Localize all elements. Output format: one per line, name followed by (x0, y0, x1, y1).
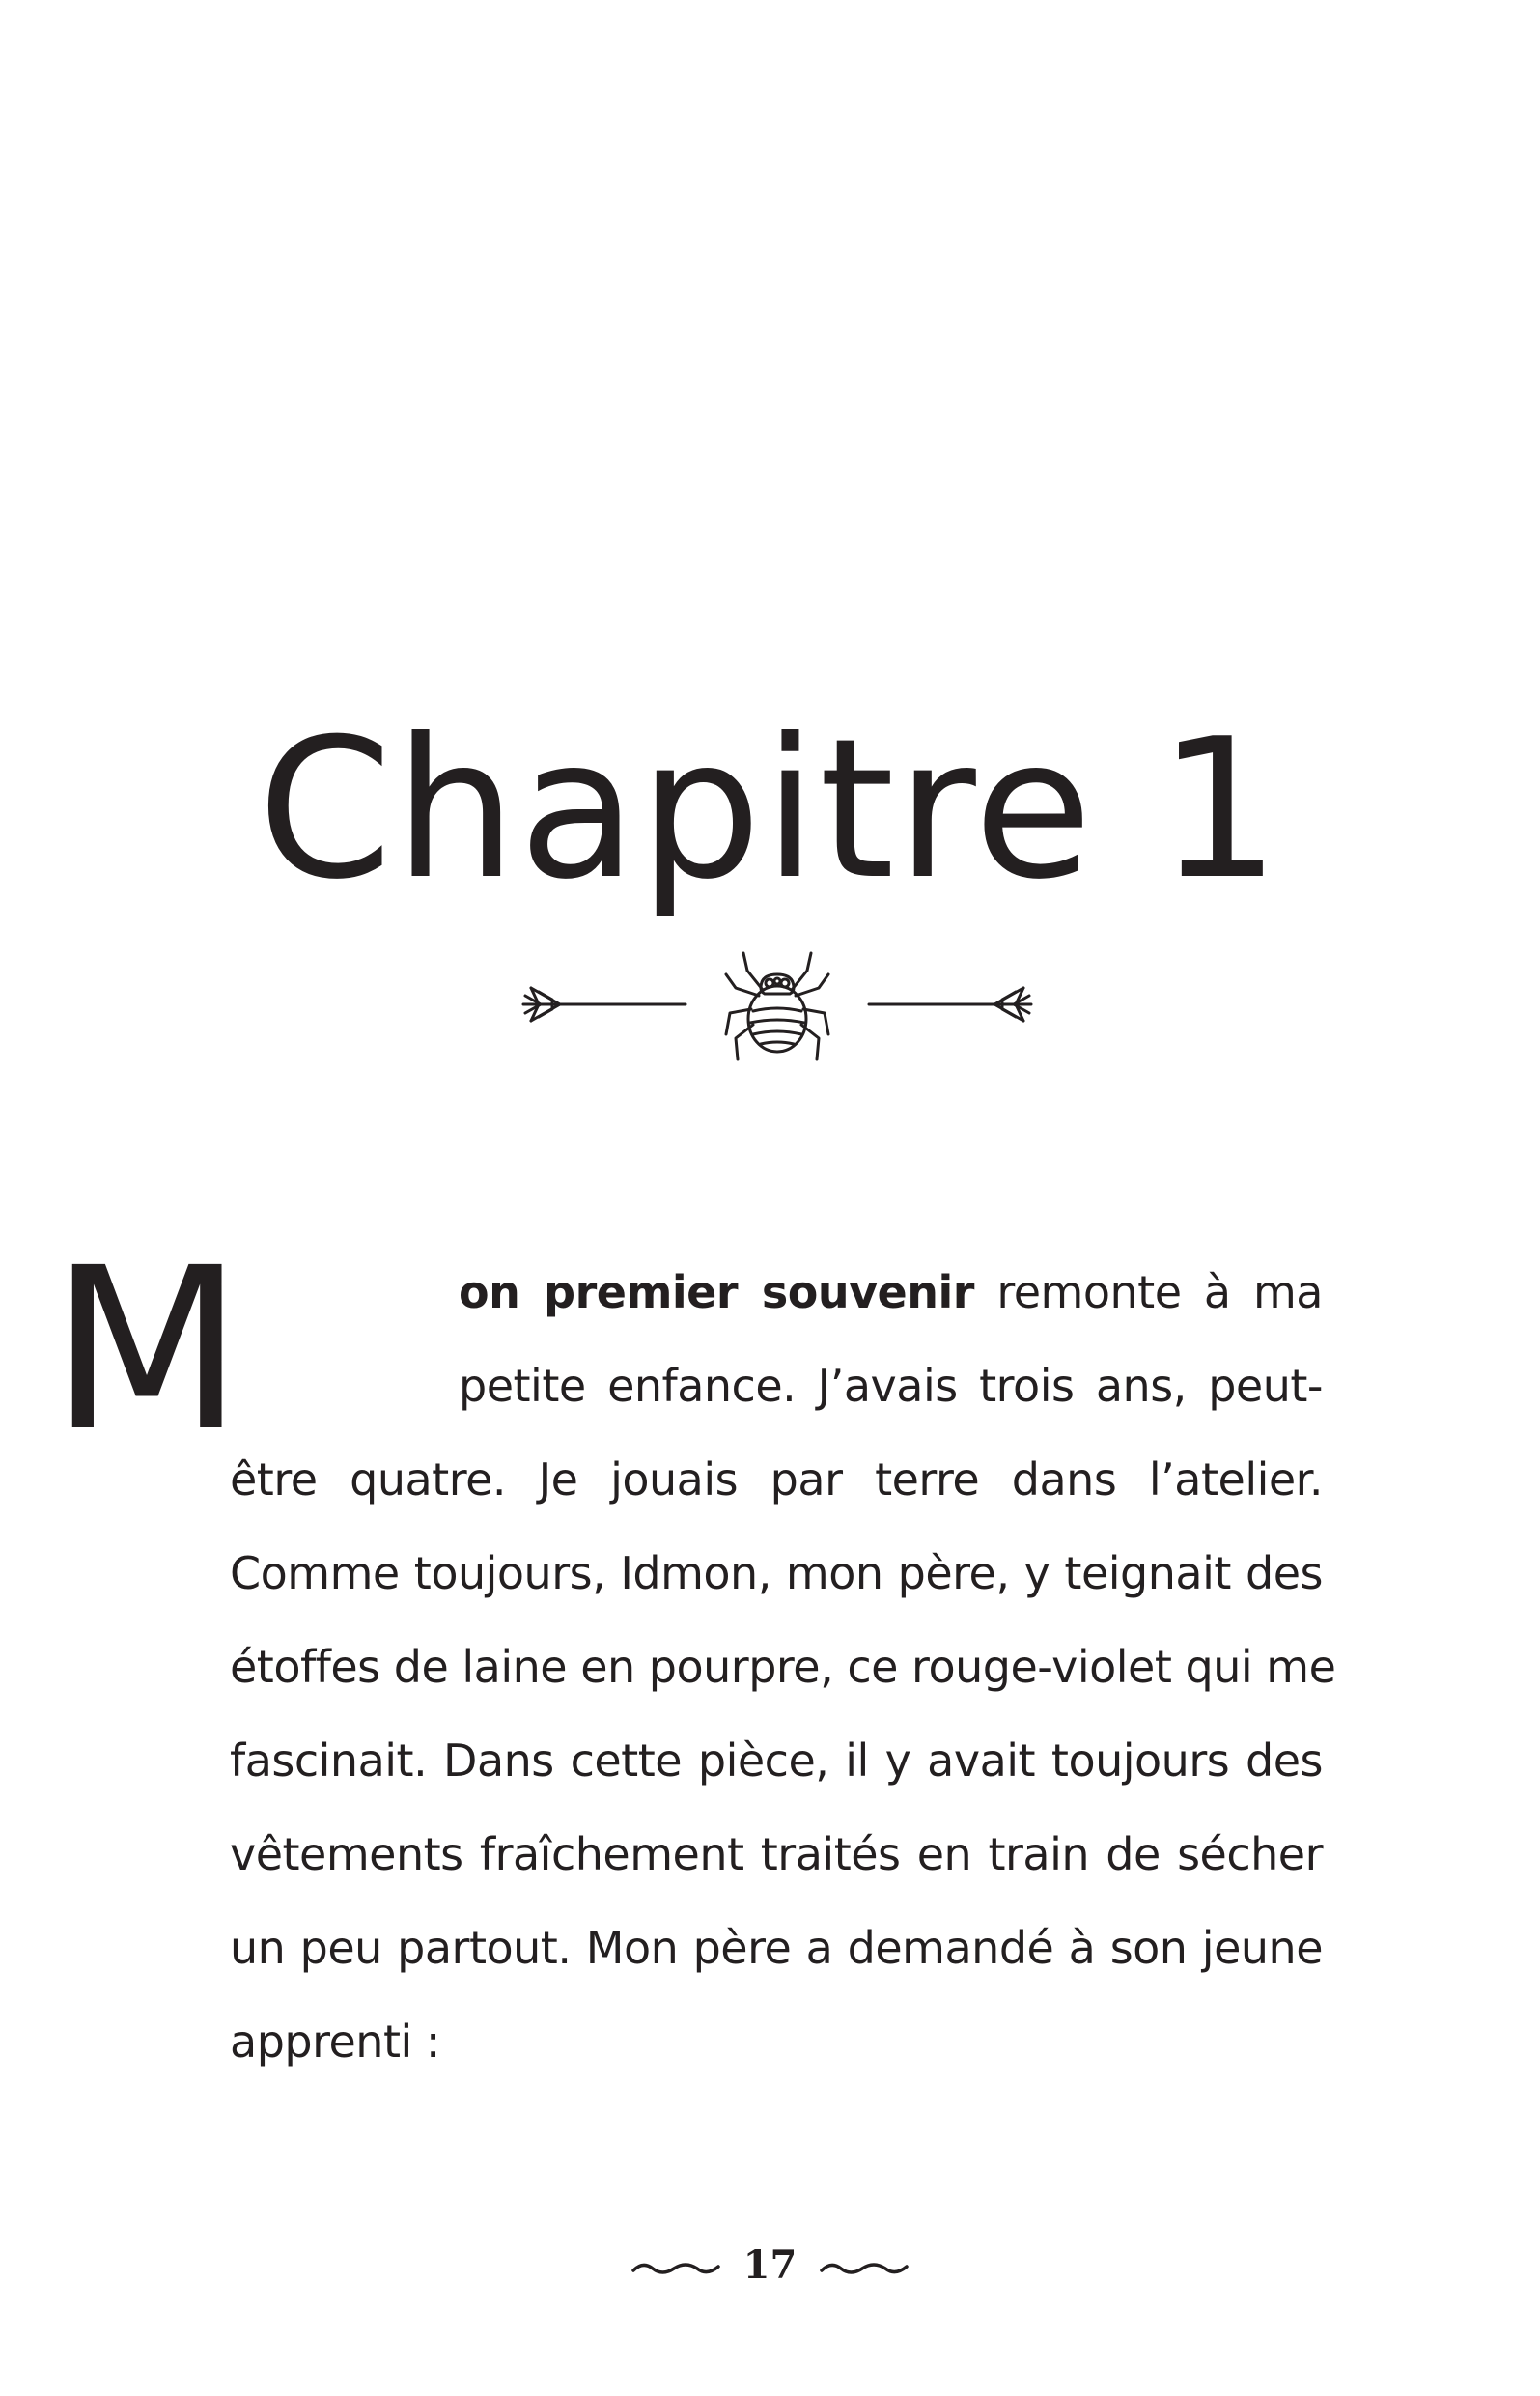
body-line-1-rest: remonte à ma (973, 1266, 1323, 1318)
body-line-8: un peu partout. Mon père a demandé à son jeune (230, 1922, 1323, 1974)
body-line-6: fascinait. Dans cette pièce, il y avait toujours des (230, 1734, 1323, 1787)
lead-in-bold: on premier souvenir (459, 1266, 974, 1318)
body-line-1 (459, 1246, 1323, 1339)
body-line-7: vêtements fraîchement traités en train de sécher (230, 1828, 1323, 1880)
wave-ornament-right-icon (820, 2257, 909, 2280)
body-line-2: petite enfance. J’avais trois ans, peut- (459, 1360, 1323, 1412)
page-number: 17 (742, 2242, 798, 2288)
chapter-title: Chapitre 1 (257, 697, 1283, 922)
chapter-body (230, 1246, 1336, 2089)
drop-cap: M (50, 1220, 244, 1480)
body-line-4: Comme toujours, Idmon, mon père, y teignait des (230, 1547, 1323, 1599)
body-line-3: être quatre. Je jouais par terre dans l’atelier. (230, 1453, 1323, 1506)
wave-ornament-left-icon (631, 2257, 720, 2280)
body-line-9: apprenti : (230, 2015, 440, 2068)
spider-icon (512, 942, 1043, 1067)
page-footer (0, 2239, 1540, 2293)
body-line-5: étoffes de laine en pourpre, ce rouge-violet qui me (230, 1641, 1336, 1693)
